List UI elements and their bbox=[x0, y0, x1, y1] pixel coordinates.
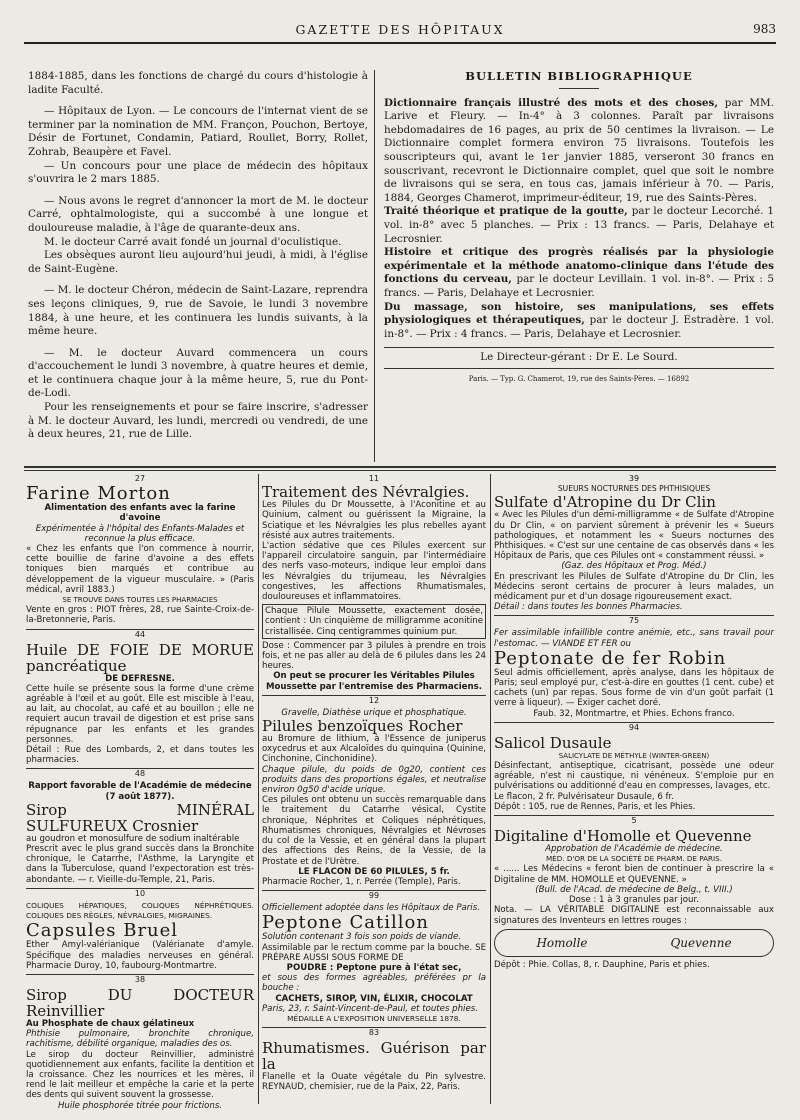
ad-note: MÉDAILLE A L'EXPOSITION UNIVERSELLE 1878. bbox=[287, 1013, 461, 1023]
ad-body: Cette huile se présente sous la forme d'une crème agréable à l'œil et au goût. Elle est miscible à l'eau, au lait, au chocolat, au café et au bouillon ; elle ne requiert aucun travail de digestion et est prise sans répugnance par les enfants et les grandes personnes. bbox=[26, 683, 254, 745]
ad-italic: Phthisie pulmonaire, bronchite chronique, rachitisme, débilité organique, maladies des os. bbox=[26, 1029, 254, 1050]
ad-subtitle: CACHETS, SIROP, VIN, ÉLIXIR, CHOCOLAT bbox=[275, 993, 473, 1004]
ad-title: Huile DE FOIE DE MORUE pancréatique bbox=[26, 640, 254, 675]
ad-number: 44 bbox=[26, 629, 254, 640]
ads-column-2 bbox=[262, 474, 486, 1093]
inventor-signatures bbox=[494, 929, 774, 957]
ads-column-1 bbox=[26, 474, 254, 1111]
ad-note: SALICYLATE DE MÉTHYLE (WINTER-GREEN) bbox=[558, 751, 710, 760]
ad-title: Peptone Catillon bbox=[262, 912, 429, 934]
ad-body: « ...... Les Médecins « feront bien de continuer à prescrire la « Digitaline de MM. HOMOLLE et QUEVENNE. » bbox=[494, 864, 774, 885]
book-details: par MM. Larive et Fleury. — In-4° à 3 colonnes. Paraît par livraisons hebdomadaires de 16 pages, au prix de 50 centimes la livraison. — Le Dictionnaire complet formera environ 75 livraisons. Toutefois les souscripteurs qui, avant le 1er janvier 1885, verseront 30 francs en souscrivant, recevront le Dictionnaire complet, quel que soit le nombre de livraisons qui se sera, en tous cas, jamais inférieur à 70. — Paris, 1884, Georges Chamerot, imprimeur-éditeur, 19, rue des Saints-Pères. bbox=[384, 96, 774, 204]
ad-title: Pilules benzoïques Rocher bbox=[262, 717, 463, 736]
ad-italic: et sous des formes agréables, préférées pr la bouche : bbox=[262, 973, 486, 994]
ad-number: 10 bbox=[26, 888, 254, 899]
ad-number: 83 bbox=[262, 1027, 486, 1038]
ad-title: Farine Morton bbox=[26, 483, 171, 505]
ad-subtitle: au goudron et monosulfure de sodium inaltérable bbox=[26, 833, 240, 844]
section-rule bbox=[24, 470, 776, 471]
ad-note: MÉD. D'OR DE LA SOCIÉTÉ DE PHARM. DE PARIS. bbox=[545, 854, 723, 864]
page-header bbox=[24, 22, 776, 44]
ad-title: Traitement des Névralgies. bbox=[262, 483, 470, 502]
ad-number: 94 bbox=[494, 722, 774, 733]
ads-column-3 bbox=[494, 474, 774, 970]
news-paragraph: Les obsèques auront lieu aujourd'hui jeudi, à midi, à l'église de Saint-Eugène. bbox=[28, 249, 368, 275]
news-paragraph: — Un concours pour une place de médecin des hôpitaux s'ouvrira le 2 mars 1885. bbox=[28, 159, 368, 186]
ad-body: Prescrit avec le plus grand succès dans la Bronchite chronique, le Catarrhe, l'Asthme, la Laryngite et dans la Tuberculose, quand l'expectoration est très-abondante. — r. Vieille-du-Temple, 21, Paris. bbox=[26, 844, 254, 885]
ad-body: Les Pilules du Dr Moussette, à l'Aconitine et au Quinium, calment ou guérissent la Migraine, la Sciatique et les Névralgies les plus rebelles ayant résisté aux autres traitements. bbox=[262, 500, 486, 541]
ad-price: LE FLACON DE 60 PILULES, 5 fr. bbox=[298, 866, 450, 877]
news-paragraph: Pour les renseignements et pour se faire inscrire, s'adresser à M. le docteur Auvard, les lundi, mercredi ou vendredi, de une à deux heures, 21, rue de Lille. bbox=[28, 401, 368, 441]
ad-italic: Officiellement adoptée dans les Hôpitaux de Paris. bbox=[262, 903, 480, 914]
ad-address: Dépôt : 105, rue de Rennes, Paris, et les Phies. bbox=[494, 801, 696, 812]
ad-italic: Détail : dans toutes les bonnes Pharmacies. bbox=[494, 602, 683, 613]
ad-number: 39 bbox=[628, 474, 640, 483]
ad-title: Sulfate d'Atropine du Dr Clin bbox=[494, 493, 716, 512]
bulletin-bibliographique bbox=[384, 70, 774, 386]
ad-italic: Huile phosphorée titrée pour frictions. bbox=[57, 1100, 223, 1111]
ad-note: SUEURS NOCTURNES DES PHTHISIQUES bbox=[557, 484, 711, 494]
ad-address: Paris, 23, r. Saint-Vincent-de-Paul, et toutes phies. bbox=[262, 1003, 478, 1014]
ad-body: Nota. — LA VÉRITABLE DIGITALINE est reconnaissable aux signatures des Inventeurs en lettres rouges : bbox=[494, 905, 774, 926]
ad-address: Faub. 32, Montmartre, et Phies. Echons franco. bbox=[533, 708, 735, 719]
book-title: Du massage, son histoire, ses manipulations, ses effets physiologiques et thérapeutiques, bbox=[384, 300, 774, 327]
ad-title: Capsules Bruel bbox=[26, 920, 179, 942]
ad-number: 38 bbox=[26, 974, 254, 985]
news-paragraph: — M. le docteur Auvard commencera un cours d'accouchement le lundi 3 novembre, à quatre heures et demie, et le continuera chaque jour à la même heure, 5, rue du Pont-de-Lodi. bbox=[28, 346, 368, 400]
news-column bbox=[28, 70, 368, 442]
ad-body: Détail : Rue des Lombards, 2, et dans toutes les pharmacies. bbox=[26, 745, 254, 766]
ad-note: COLIQUES HÉPATIQUES, COLIQUES NÉPHRÉTIQUES. COLIQUES DES RÈGLES, NÉVRALGIES, MIGRAINES. bbox=[26, 900, 254, 921]
ad-number: 11 bbox=[368, 474, 380, 483]
ad-body: En prescrivant les Pilules de Sulfate d'Atropine du Dr Clin, les Médecins seront certains de procurer à leurs malades, un médicament pur et d'un dosage rigoureusement exact. bbox=[494, 571, 774, 603]
ad-italic: Solution contenant 3 fois son poids de viande. bbox=[262, 932, 461, 943]
ad-body: L'action sédative que ces Pilules exercent sur l'appareil circulatoire sanguin, par l'intermédiaire des nerfs vaso-moteurs, indique leur emploi dans les Névralgies du trijumeau, les Névralgies congestives, les affections Rhumatismales, douloureuses et inflammatoires. bbox=[262, 541, 486, 603]
ad-italic: (Bull. de l'Acad. de médecine de Belg., t. VIII.) bbox=[535, 884, 733, 895]
page-number: 983 bbox=[753, 22, 776, 36]
column-divider bbox=[490, 474, 491, 1104]
signature-homolle: Homolle bbox=[536, 935, 588, 950]
bulletin-title: BULLETIN BIBLIOGRAPHIQUE bbox=[465, 69, 693, 83]
ad-subtitle: On peut se procurer les Véritables Pilules Moussette par l'entremise des Pharmaciens. bbox=[265, 671, 483, 692]
ad-body: Dose : Commencer par 3 pilules à prendre en trois fois, et ne pas aller au delà de 6 pilules dans les 24 heures. bbox=[262, 640, 486, 672]
printer-line: Paris. — Typ. G. Chamerot, 19, rue des Saints-Pères. — 16892 bbox=[468, 374, 690, 383]
ad-title: Peptonate de fer Robin bbox=[494, 647, 727, 669]
ad-body: Vente en gros : PIOT frères, 28, rue Sainte-Croix-de-la-Bretonnerie, Paris. bbox=[26, 605, 254, 626]
ad-italic: Fer assimilable infaillible contre anémie, etc., sans travail pour l'estomac. — VIANDE ET FER ou bbox=[494, 628, 774, 649]
ad-body: Flanelle et la Ouate végétale du Pin sylvestre. REYNAUD, chemisier, rue de la Paix, 22, Paris. bbox=[262, 1072, 486, 1093]
news-paragraph: — Hôpitaux de Lyon. — Le concours de l'internat vient de se terminer par la nomination de MM. Françon, Pouchon, Bertoye, Désir de Fortunet, Condamin, Patiard, Roullet, Borry, Rollet, Zohrab, Beaupère et Favel. bbox=[28, 105, 368, 158]
signature-quevenne: Quevenne bbox=[670, 935, 732, 950]
ad-title: Sirop DU DOCTEUR Reinvillier bbox=[26, 985, 254, 1020]
title-rule bbox=[559, 88, 599, 89]
column-divider bbox=[258, 474, 259, 1104]
ad-subtitle: POUDRE : Peptone pure à l'état sec, bbox=[286, 962, 462, 973]
ad-body: Ether Amyl-valérianique (Valérianate d'amyle. Spécifique des maladies nerveuses en général. Pharmacie Duroy, 10, faubourg-Montmartre. bbox=[26, 940, 254, 971]
book-details: par le docteur Lecorché. 1 vol. in-8° avec 5 planches. — Prix : 13 francs. — Paris, Delahaye et Lecrosnier. bbox=[384, 205, 775, 245]
ad-subtitle: Alimentation des enfants avec la farine d'avoine bbox=[44, 503, 236, 524]
ad-body: « Avec les Pilules d'un demi-milligramme « de Sulfate d'Atropine du Dr Clin, « on parvient sûrement à prévenir les « Sueurs pathologiques, et notamment les « Sueurs nocturnes des Phthisiques. « C'est sur une centaine de cas observés dans « les Hôpitaux de Paris, que ces Pilules ont « constamment réussi. » bbox=[494, 510, 774, 562]
ad-body: au Bromure de lithium, à l'Essence de juniperus oxycedrus et aux Alcaloïdes du quinquina (Quinine, Cinchonine, Cinchonidine). bbox=[262, 734, 486, 765]
book-details: par le docteur J. Estradère. 1 vol. in-8°. — Prix : 4 francs. — Paris, Delahaye et Lecrosnier. bbox=[384, 314, 774, 340]
ad-address: Dépôt : Phie. Collas, 8, r. Dauphine, Paris et phies. bbox=[494, 959, 710, 970]
director-signature: Le Directeur-gérant : Dr E. Le Sourd. bbox=[384, 347, 774, 369]
ad-body: « Chez les enfants que l'on commence à nourrir, cette bouillie de farine d'avoine a des effets toniques bien marqués et contribue au développement de la vigueur musculaire. » (Paris médical, avril 1883.) bbox=[26, 544, 254, 595]
section-rule bbox=[24, 466, 776, 468]
ad-italic: Chaque pilule, du poids de 0g20, contient ces produits dans des proportions égales, et neutralise environ 0g50 d'acide urique. bbox=[262, 764, 486, 796]
ad-italic: Approbation de l'Académie de médecine. bbox=[545, 844, 723, 855]
ad-italic: Expérimentée à l'hôpital des Enfants-Malades et reconnue la plus efficace. bbox=[35, 523, 245, 544]
ad-body: Seul admis officiellement, après analyse, dans les hôpitaux de Paris; seul employé pur, c'est-à-dire en gouttes (1 cent. cube) et cachets (un) par repas. Sous forme de vin d'un goût parfait (1 verre à liqueur). — Exiger cachet doré. bbox=[494, 667, 774, 709]
ad-body: Dose : 1 à 3 granules par jour. bbox=[569, 895, 699, 906]
ad-number: 5 bbox=[494, 815, 774, 826]
ad-subtitle: Au Phosphate de chaux gélatineux bbox=[26, 1018, 195, 1029]
book-title: Traité théorique et pratique de la goutte, bbox=[384, 205, 628, 218]
ad-number: 48 bbox=[26, 768, 254, 779]
news-paragraph: M. le docteur Carré avait fondé un journal d'oculistique. bbox=[44, 235, 342, 248]
news-paragraph: 1884-1885, dans les fonctions de chargé du cours d'histologie à ladite Faculté. bbox=[28, 70, 368, 96]
ad-body: Désinfectant, antiseptique, cicatrisant, possède une odeur agréable, n'est ni caustique, ni vénéneux. S'emploie pur en pulvérisations ou additionné d'eau en compresses, lavages, etc. bbox=[494, 761, 774, 792]
book-details: par le docteur Levillain. 1 vol. in-8°. — Prix : 5 francs. — Paris, Delahaye et Lecrosnier. bbox=[384, 273, 774, 299]
news-paragraph: — Nous avons le regret d'annoncer la mort de M. le docteur Carré, ophtalmologiste, qui a succombé à une longue et douloureuse maladie, à l'âge de quarante-deux ans. bbox=[28, 194, 368, 234]
ad-number: 99 bbox=[262, 890, 486, 901]
book-title: Dictionnaire français illustré des mots et des choses, bbox=[384, 96, 718, 109]
ad-title: Digitaline d'Homolle et Quevenne bbox=[494, 827, 752, 846]
journal-title: GAZETTE DES HÔPITAUX bbox=[295, 22, 505, 37]
ad-price: Le flacon, 2 fr. Pulvérisateur Dusaule, 6 fr. bbox=[494, 791, 675, 802]
ad-body: Le sirop du docteur Reinvillier, administré quotidiennement aux enfants, facilite la dentition et la croissance. Chez les nourrices et les mères, il rend le lait meilleur et empêche la carie et la perte des dents qui suivent souvent la grossesse. bbox=[26, 1049, 254, 1101]
ad-note: SE TROUVE DANS TOUTES LES PHARMACIES bbox=[62, 596, 218, 605]
ad-italic: Gravelle, Diathèse urique et phosphatique. bbox=[281, 707, 467, 718]
ad-number: 75 bbox=[494, 615, 774, 626]
book-title: Histoire et critique des progrès réalisés par la physiologie expérimentale et la méthode anatomo-clinique dans l'étude des fonctions du cerveau, bbox=[384, 246, 774, 286]
ad-number: 27 bbox=[134, 474, 146, 483]
ad-body: Assimilable par le rectum comme par la bouche. SE PRÉPARE AUSSI SOUS FORME DE bbox=[262, 942, 486, 963]
ad-number: 12 bbox=[262, 695, 486, 706]
ad-title: Sirop MINÉRAL SULFUREUX Crosnier bbox=[26, 800, 254, 835]
column-divider bbox=[374, 70, 375, 462]
news-paragraph: — M. le docteur Chéron, médecin de Saint-Lazare, reprendra ses leçons cliniques, 9, rue de Savoie, le lundi 3 novembre 1884, à une heure, et les continuera les lundis suivants, à la même heure. bbox=[28, 284, 368, 338]
ad-box: Chaque Pilule Moussette, exactement dosée, contient : Un cinquième de milligramme aconitine cristallisée. Cinq centigrammes quinium pur. bbox=[262, 604, 486, 639]
ad-title: Salicol Dusaule bbox=[494, 733, 612, 752]
ad-title: Rhumatismes. Guérison par la bbox=[262, 1039, 486, 1074]
ad-italic: (Gaz. des Hôpitaux et Prog. Méd.) bbox=[561, 561, 707, 572]
ad-body: Ces pilules ont obtenu un succès remarquable dans le traitement du Catarrhe vésical, Cystite chronique, Néphrites et Coliques néphrétiques, Rhumatismes chroniques, Névralgies et Névroses du col de la Vessie, et en général dans la plupart des affections des Reins, de la Vessie, de la Prostate et de l'Urètre. bbox=[262, 795, 486, 867]
ad-address: Pharmacie Rocher, 1, r. Perrée (Temple), Paris. bbox=[262, 876, 461, 887]
ad-subtitle: DE DEFRESNE. bbox=[105, 673, 175, 684]
ad-subtitle: Rapport favorable de l'Académie de médecine (7 août 1877). bbox=[28, 781, 252, 802]
